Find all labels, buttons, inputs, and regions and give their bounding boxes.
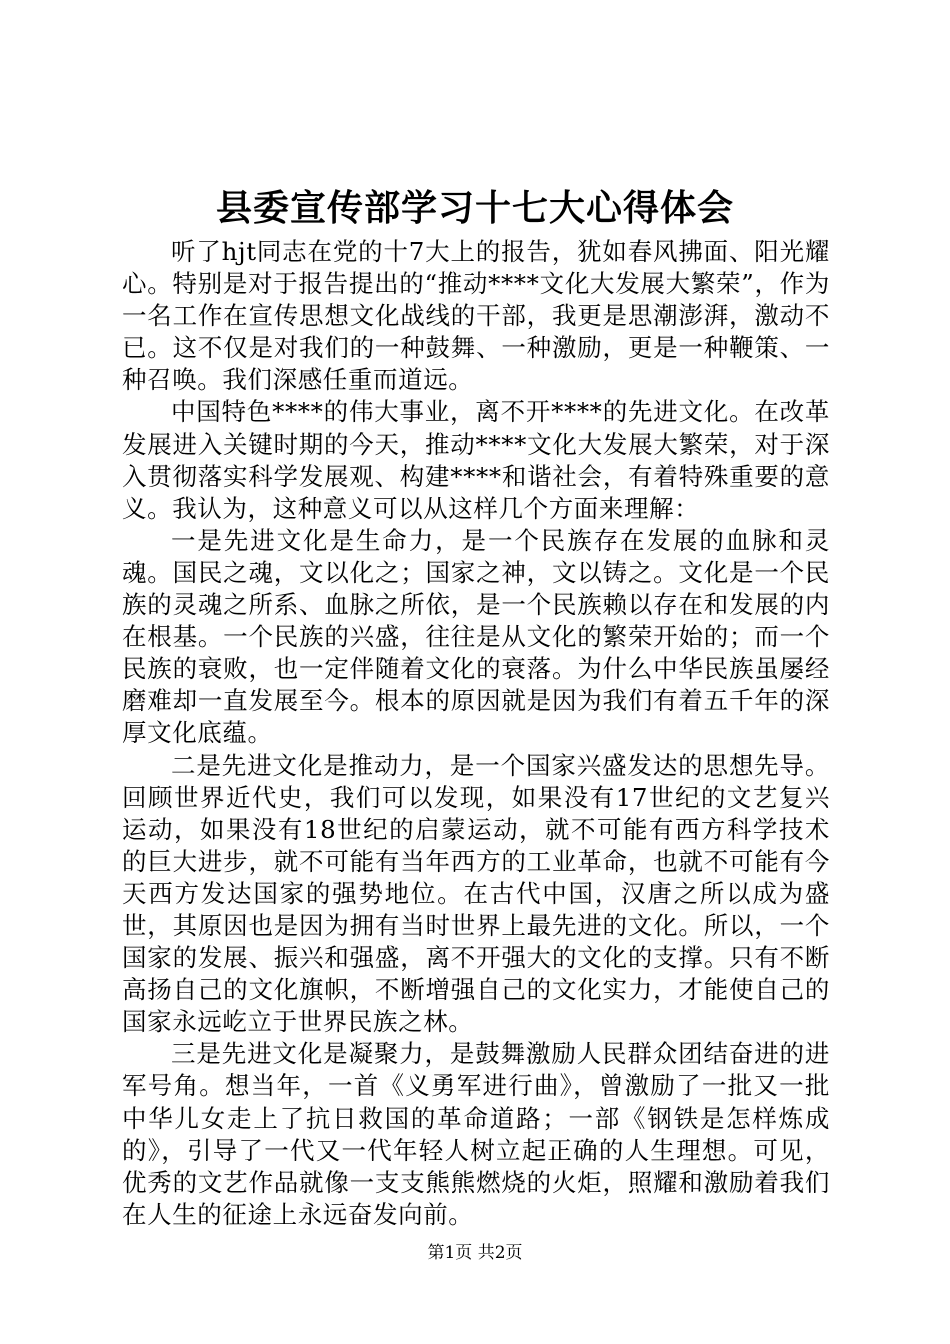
paragraph: 一是先进文化是生命力，是一个民族存在发展的血脉和灵魂。国民之魂，文以化之；国家之神，文以铸之。文化是一个民族的灵魂之所系、血脉之所依，是一个民族赖以存在和发展的内在根基。一个民族的兴盛，往往是从文化的繁荣开始的；而一个民族的衰败，也一定伴随着文化的衰落。为什么中华民族虽屡经磨难却一直发展至今。根本的原因就是因为我们有着五千年的深厚文化底蕴。 <box>122 525 830 748</box>
paragraph: 二是先进文化是推动力，是一个国家兴盛发达的思想先导。回顾世界近代史，我们可以发现，如果没有17世纪的文艺复兴运动，如果没有18世纪的启蒙运动，就不可能有西方科学技术的巨大进步，就不可能有当年西方的工业革命，也就不可能有今天西方发达国家的强势地位。在古代中国，汉唐之所以成为盛世，其原因也是因为拥有当时世界上最先进的文化。所以，一个国家的发展、振兴和强盛，离不开强大的文化的支撑。只有不断高扬自己的文化旗帜，不断增强自己的文化实力，才能使自己的国家永远屹立于世界民族之林。 <box>122 750 830 1037</box>
paragraph: 三是先进文化是凝聚力，是鼓舞激励人民群众团结奋进的进军号角。想当年，一首《义勇军进行曲》，曾激励了一批又一批中华儿女走上了抗日救国的革命道路；一部《钢铁是怎样炼成的》，引导了一代又一代年轻人树立起正确的人生理想。可见，优秀的文艺作品就像一支支熊熊燃烧的火炬，照耀和激励着我们在人生的征途上永远奋发向前。 <box>122 1039 830 1229</box>
paragraph: 听了hjt同志在党的十7大上的报告，犹如春风拂面、阳光耀心。特别是对于报告提出的“推动****文化大发展大繁荣”，作为一名工作在宣传思想文化战线的干部，我更是思潮澎湃，激动不已。这不仅是对我们的一种鼓舞、一种激励，更是一种鞭策、一种召唤。我们深感任重而道远。 <box>122 237 830 395</box>
page-footer: 第1页 共2页 <box>427 1243 523 1263</box>
document-body <box>122 236 830 1231</box>
document-title: 县委宣传部学习十七大心得体会 <box>215 187 734 229</box>
paragraph: 中国特色****的伟大事业，离不开****的先进文化。在改革发展进入关键时期的今天，推动****文化大发展大繁荣，对于深入贯彻落实科学发展观、构建****和谐社会，有着特殊重要的意义。我认为，这种意义可以从这样几个方面来理解： <box>122 397 830 523</box>
